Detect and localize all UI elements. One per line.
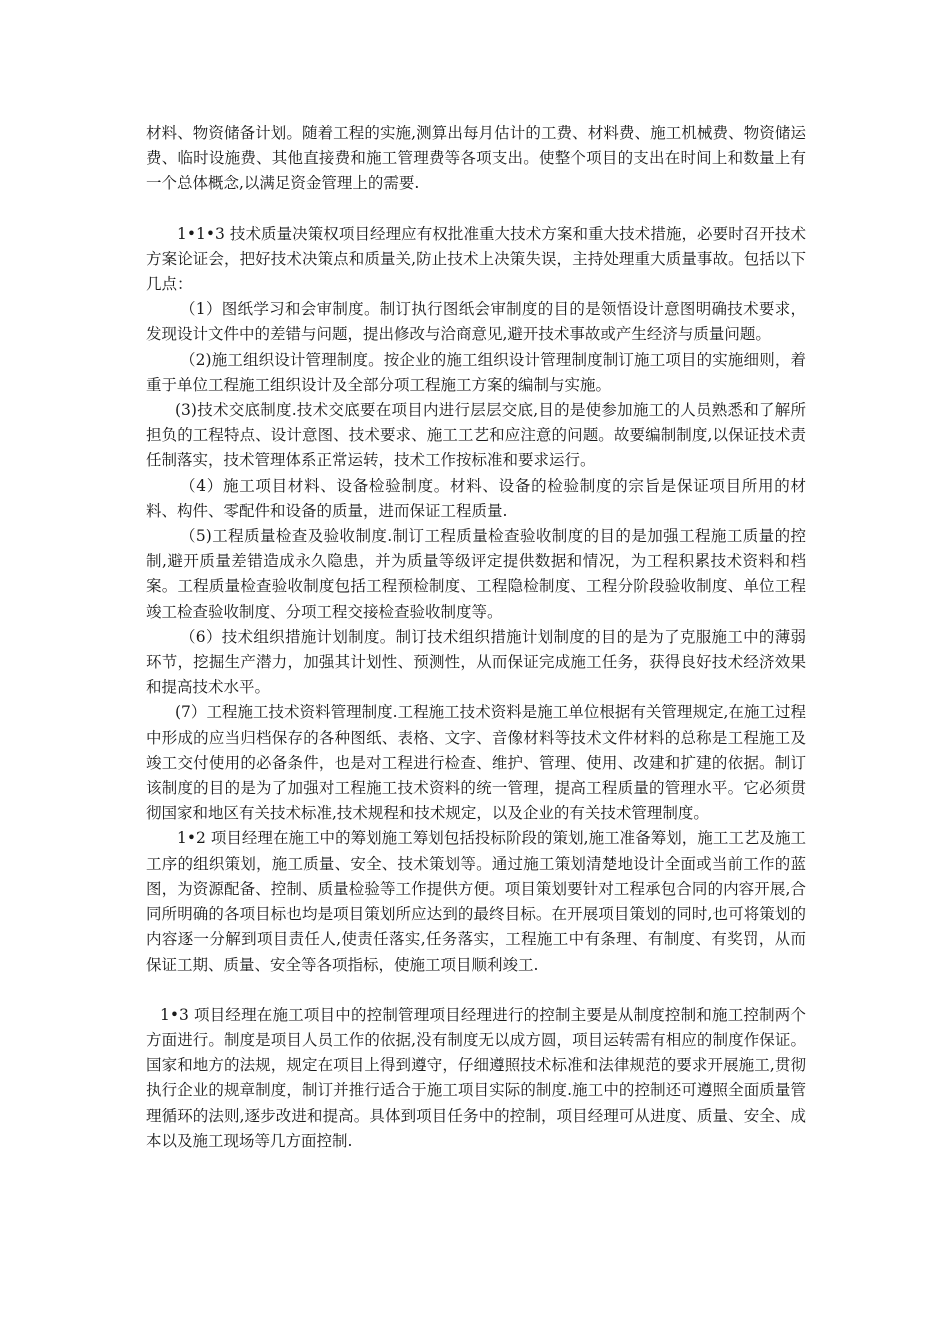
paragraph-1-1-3: 1•1•3 技术质量决策权项目经理应有权批准重大技术方案和重大技术措施，必要时召开技术方案论证会，把好技术决策点和质量关,防止技术上决策失误，主持处理重大质量事故。包括以下几点： — [146, 224, 806, 294]
paragraph-item-5: （5)工程质量检查及验收制度.制订工程质量检查验收制度的目的是加强工程施工质量的控制,避开质量差错造成永久隐患，并为质量等级评定提供数据和情况，为工程积累技术资料和档案。工程质量检查验收制度包括工程预检制度、工程隐检制度、工程分阶段验收制度、单位工程竣工检查验收制度、分项工程交接检查验收制度等。 — [146, 527, 806, 621]
paragraph-materials-plan: 材料、物资储备计划。随着工程的实施,测算出每月估计的工费、材料费、施工机械费、物资储运费、临时设施费、其他直接费和施工管理费等各项支出。使整个项目的支出在时间上和数量上有一个总体概念,以满足资金管理上的需要. — [146, 124, 806, 193]
document-page — [146, 121, 806, 1154]
paragraph-item-3: (3)技术交底制度.技术交底要在项目内进行层层交底,目的是使参加施工的人员熟悉和了解所担负的工程特点、设计意图、技术要求、施工工艺和应注意的问题。故要编制制度,以保证技术责任制落实，技术管理体系正常运转，技术工作按标准和要求运行。 — [146, 401, 806, 470]
paragraph-1-3: 1•3 项目经理在施工项目中的控制管理项目经理进行的控制主要是从制度控制和施工控制两个方面进行。制度是项目人员工作的依据,没有制度无以成方圆，项目运转需有相应的制度作保证。国家和地方的法规，规定在项目上得到遵守，仔细遵照技术标准和法律规范的要求开展施工,贯彻执行企业的规章制度，制订并推行适合于施工项目实际的制度.施工中的控制还可遵照全面质量管理循环的法则,逐步改进和提高。具体到项目任务中的控制，项目经理可从进度、质量、安全、成本以及施工现场等几方面控制. — [146, 1005, 806, 1150]
paragraph-gap — [146, 978, 806, 1003]
paragraph-item-7: (7）工程施工技术资料管理制度.工程施工技术资料是施工单位根据有关管理规定,在施工过程中形成的应当归档保存的各种图纸、表格、文字、音像材料等技术文件材料的总称是工程施工及竣工交付使用的必备条件，也是对工程进行检查、维护、管理、使用、改建和扩建的依据。制订该制度的目的是为了加强对工程施工技术资料的统一管理，提高工程质量的管理水平。它必须贯彻国家和地区有关技术标准,技术规程和技术规定，以及企业的有关技术管理制度。 — [146, 703, 807, 823]
paragraph-gap — [146, 197, 806, 222]
paragraph-item-6: （6）技术组织措施计划制度。制订技术组织措施计划制度的目的是为了克服施工中的薄弱环节，挖掘生产潜力，加强其计划性、预测性，从而保证完成施工任务，获得良好技术经济效果和提高技术水平。 — [146, 627, 806, 697]
paragraph-item-4: （4）施工项目材料、设备检验制度。材料、设备的检验制度的宗旨是保证项目所用的材料、构件、零配件和设备的质量，进而保证工程质量. — [146, 476, 806, 520]
paragraph-item-2: （2)施工组织设计管理制度。按企业的施工组织设计管理制度制订施工项目的实施细则，着重于单位工程施工组织设计及全部分项工程施工方案的编制与实施。 — [146, 350, 806, 394]
paragraph-1-2: 1•2 项目经理在施工中的筹划施工筹划包括投标阶段的策划,施工准备筹划，施工工艺及施工工序的组织策划，施工质量、安全、技术策划等。通过施工策划清楚地设计全面或当前工作的蓝图，为资源配备、控制、质量检验等工作提供方便。项目策划要针对工程承包合同的内容开展,合同所明确的各项目标也均是项目策划所应达到的最终目标。在开展项目策划的同时,也可将策划的内容逐一分解到项目责任人,使责任落实,任务落实，工程施工中有条理、有制度、有奖罚，从而保证工期、质量、安全等各项指标，使施工项目顺利竣工. — [146, 829, 806, 974]
paragraph-item-1: （1）图纸学习和会审制度。制订执行图纸会审制度的目的是领悟设计意图明确技术要求，发现设计文件中的差错与问题，提出修改与洽商意见,避开技术事故或产生经济与质量问题。 — [146, 300, 806, 344]
